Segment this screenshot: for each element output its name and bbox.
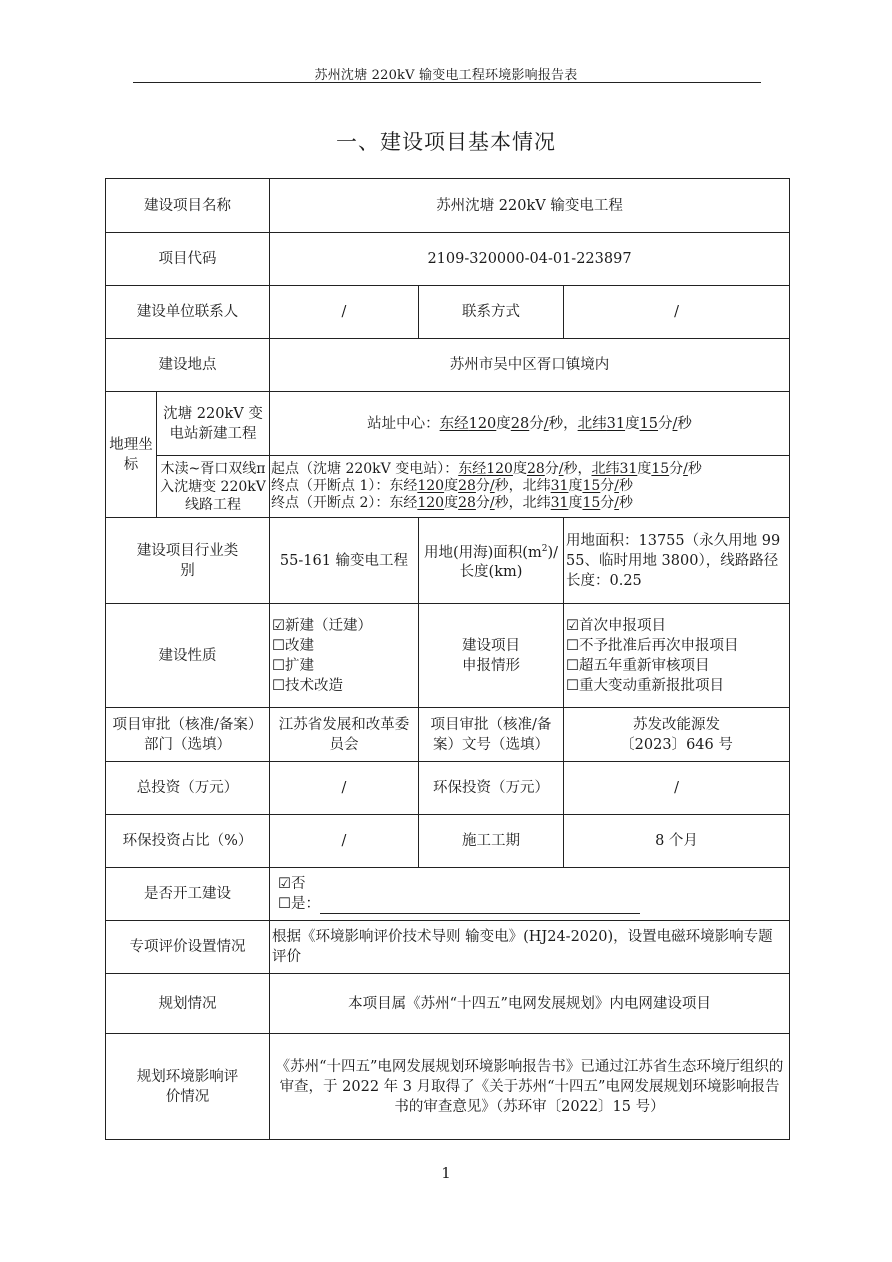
header-rule (133, 82, 761, 83)
value-approval-dept: 江苏省发展和改革委员会 (270, 708, 419, 762)
value-env-investment: / (564, 762, 790, 815)
started-option-yes[interactable]: ☐是： (278, 894, 787, 914)
label-project-code: 项目代码 (106, 233, 270, 286)
running-header: 苏州沈塘 220kV 输变电工程环境影响报告表 (314, 68, 578, 83)
row-industry (106, 518, 790, 604)
row-geo-substation (106, 392, 790, 456)
value-contact-person: / (270, 286, 419, 339)
value-contact-method: / (564, 286, 790, 339)
label-env-ratio: 环保投资占比（%） (106, 815, 270, 868)
started-option-no[interactable]: ☑否 (278, 876, 306, 892)
value-geo-substation: 站址中心：东经120度28分/秒，北纬31度15分/秒 (270, 392, 790, 456)
value-location: 苏州市吴中区胥口镇境内 (270, 339, 790, 392)
label-geo: 地理坐标 (106, 392, 157, 518)
row-nature (106, 604, 790, 708)
label-started: 是否开工建设 (106, 868, 270, 921)
project-info-table (105, 178, 790, 1140)
label-contact-method: 联系方式 (419, 286, 564, 339)
value-land-area: 用地面积：13755（永久用地 9955、临时用地 3800），线路路径长度：0.25 (564, 518, 790, 604)
nature-option-expand[interactable]: ☐扩建 (272, 657, 314, 674)
coord-end-1: 终点（开断点 1）：东经120度28分/秒，北纬31度15分/秒 (271, 478, 634, 494)
label-construction-period: 施工工期 (419, 815, 564, 868)
nature-option-tech[interactable]: ☐技术改造 (272, 677, 343, 694)
label-planning: 规划情况 (106, 974, 270, 1034)
value-project-name: 苏州沈塘 220kV 输变电工程 (270, 179, 790, 233)
label-approval-number: 项目审批（核准/备案）文号（选填） (419, 708, 564, 762)
label-geo-line: 木渎~胥口双线π入沈塘变 220kV 线路工程 (157, 456, 270, 518)
label-geo-substation: 沈塘 220kV 变电站新建工程 (157, 392, 270, 456)
label-planning-eia: 规划环境影响评价情况 (106, 1034, 270, 1140)
value-project-code: 2109-320000-04-01-223897 (270, 233, 790, 286)
value-total-investment: / (270, 762, 419, 815)
coord-start: 起点（沈塘 220kV 变电站）：东经120度28分/秒，北纬31度15分/秒 (271, 461, 702, 477)
row-investment (106, 762, 790, 815)
row-planning (106, 974, 790, 1034)
nature-option-new[interactable]: ☑新建（迁建） (272, 617, 372, 634)
nature-option-rebuild[interactable]: ☐改建 (272, 637, 314, 654)
row-contact (106, 286, 790, 339)
row-special-eval (106, 921, 790, 974)
label-project-name: 建设项目名称 (106, 179, 270, 233)
label-contact-person: 建设单位联系人 (106, 286, 270, 339)
declaration-option-five-year[interactable]: ☐超五年重新审核项目 (566, 657, 710, 674)
coord-end-2: 终点（开断点 2）：东经120度28分/秒，北纬31度15分/秒 (271, 495, 634, 511)
row-project-code (106, 233, 790, 286)
page-number: 1 (441, 1164, 451, 1182)
declaration-option-major-change[interactable]: ☐重大变动重新报批项目 (566, 677, 724, 694)
value-declaration (564, 604, 790, 708)
label-nature: 建设性质 (106, 604, 270, 708)
label-special-eval: 专项评价设置情况 (106, 921, 270, 974)
row-approval (106, 708, 790, 762)
label-declaration: 建设项目申报情形 (419, 604, 564, 708)
started-date-blank[interactable] (320, 899, 640, 914)
value-nature (270, 604, 419, 708)
row-location (106, 339, 790, 392)
declaration-option-resubmit[interactable]: ☐不予批准后再次申报项目 (566, 637, 739, 654)
value-geo-line (270, 456, 790, 518)
value-industry: 55-161 输变电工程 (270, 518, 419, 604)
value-env-ratio: / (270, 815, 419, 868)
label-location: 建设地点 (106, 339, 270, 392)
row-started (106, 868, 790, 921)
value-special-eval: 根据《环境影响评价技术导则 输变电》(HJ24-2020)，设置电磁环境影响专题评价 (270, 921, 790, 974)
declaration-option-first[interactable]: ☑首次申报项目 (566, 617, 666, 634)
row-geo-line (106, 456, 790, 518)
label-approval-dept: 项目审批（核准/备案）部门（选填） (106, 708, 270, 762)
label-land-area: 用地(用海)面积$(m^2)/$长度(km) (419, 518, 564, 604)
label-total-investment: 总投资（万元） (106, 762, 270, 815)
value-approval-number: 苏发改能源发 〔2023〕646 号 (564, 708, 790, 762)
value-planning: 本项目属《苏州“十四五”电网发展规划》内电网建设项目 (270, 974, 790, 1034)
section-title: 一、建设项目基本情况 (336, 130, 556, 154)
row-project-name (106, 179, 790, 233)
value-started (270, 868, 790, 921)
value-planning-eia: 《苏州“十四五”电网发展规划环境影响报告书》已通过江苏省生态环境厅组织的审查，于 2022 年 3 月取得了《关于苏州“十四五”电网发展规划环境影响报告书的审查意见》（苏环审〔2022〕15 号） (270, 1034, 790, 1140)
row-planning-eia (106, 1034, 790, 1140)
label-env-investment: 环保投资（万元） (419, 762, 564, 815)
label-industry: 建设项目行业类别 (106, 518, 270, 604)
value-construction-period: 8 个月 (564, 815, 790, 868)
row-ratio (106, 815, 790, 868)
